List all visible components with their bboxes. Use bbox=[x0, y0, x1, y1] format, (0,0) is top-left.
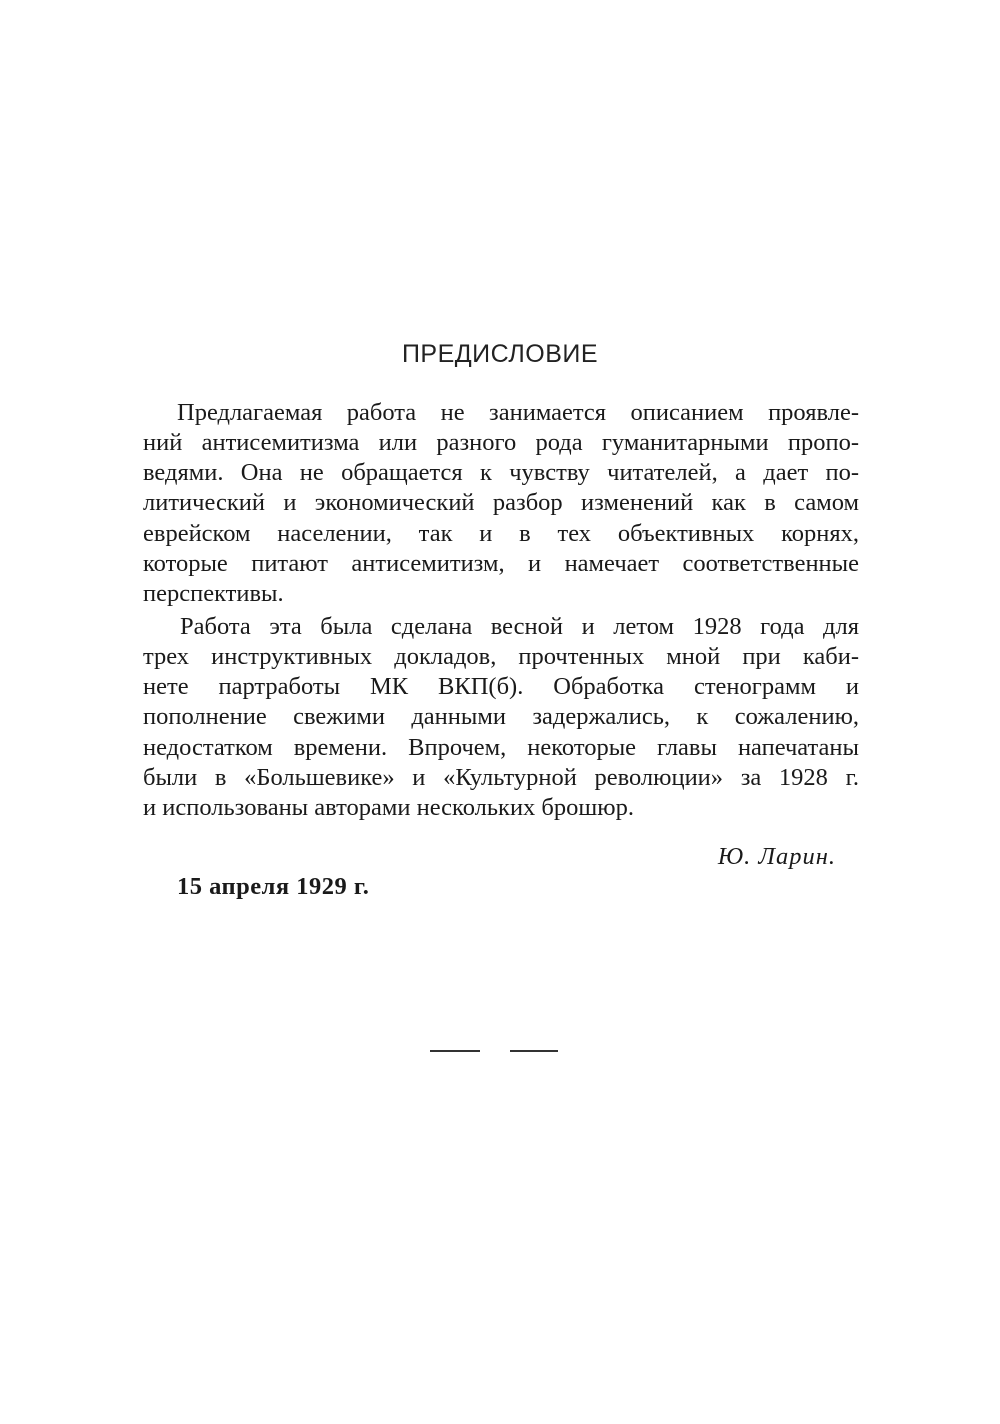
text-line: литический и экономический разбор изменений как в самом bbox=[143, 489, 859, 516]
text-line: ний антисемитизма или разного рода гуманитарными пропо- bbox=[143, 429, 859, 456]
date-line: 15 апреля 1929 г. bbox=[177, 873, 370, 900]
text-line: трех инструктивных докладов, прочтенных мной при каби- bbox=[143, 643, 859, 670]
text-line: еврейском населении, так и в тех объективных корнях, bbox=[143, 520, 859, 547]
text-line: ведями. Она не обращается к чувству читателей, а дает по- bbox=[143, 459, 859, 486]
text-line: перспективы. bbox=[143, 580, 284, 607]
text-line: и использованы авторами нескольких брошюр. bbox=[143, 794, 634, 821]
text-line: нете партработы МК ВКП(б). Обработка стенограмм и bbox=[143, 673, 859, 700]
text-line: пополнение свежими данными задержались, к сожалению, bbox=[143, 703, 859, 730]
closing-rule-left bbox=[430, 1050, 480, 1052]
closing-rule-right bbox=[510, 1050, 558, 1052]
text-line: были в «Большевике» и «Культурной революции» за 1928 г. bbox=[143, 764, 859, 791]
page-title: ПРЕДИСЛОВИЕ bbox=[401, 340, 599, 368]
text-line: Предлагаемая работа не занимается описанием проявле- bbox=[177, 399, 859, 426]
text-line: которые питают антисемитизм, и намечает соответственные bbox=[143, 550, 859, 577]
text-line: Работа эта была сделана весной и летом 1928 года для bbox=[180, 613, 859, 640]
author-signature: Ю. Ларин. bbox=[717, 843, 836, 870]
text-line: недостатком времени. Впрочем, некоторые главы напечатаны bbox=[143, 734, 859, 761]
